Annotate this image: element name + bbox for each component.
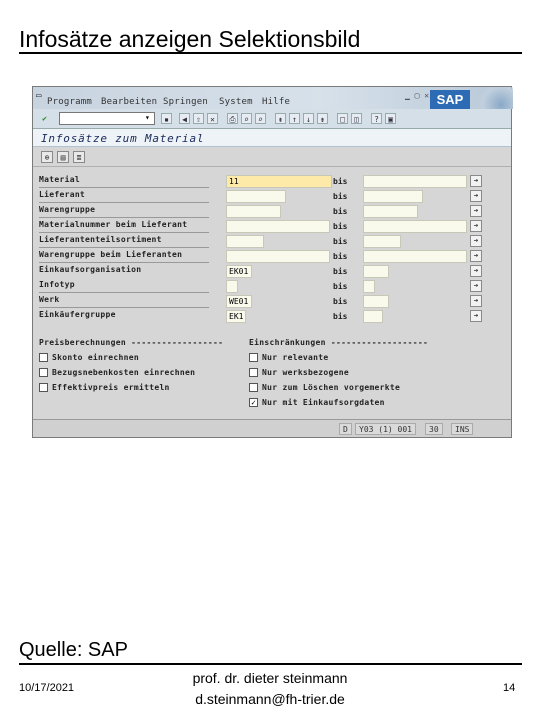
bis-label: bis	[333, 267, 348, 276]
sap-logo: SAP	[430, 90, 470, 109]
bis-label: bis	[333, 192, 348, 201]
effektivpreis-label: Effektivpreis ermitteln	[52, 383, 170, 392]
status-insert-mode: INS	[451, 423, 473, 435]
multiple-selection-icon[interactable]: ➔	[470, 250, 482, 262]
lieferant-from-input[interactable]	[226, 190, 286, 203]
field-underline	[39, 187, 209, 188]
nur-loeschen-checkbox[interactable]	[249, 383, 258, 392]
title-divider	[19, 52, 522, 54]
selection-form	[33, 167, 511, 419]
next-page-icon[interactable]: ↓	[303, 113, 314, 124]
bis-label: bis	[333, 252, 348, 261]
menu-springen[interactable]: Springen	[163, 97, 208, 107]
field-label-infotyp: Infotyp	[39, 280, 75, 289]
source-caption: Quelle: SAP	[19, 639, 128, 661]
field-label-einkaeufergruppe: Einkäufergruppe	[39, 310, 116, 319]
werk-from-input[interactable]: WE01	[226, 295, 252, 308]
bis-label: bis	[333, 312, 348, 321]
preisberechnungen-header: Preisberechnungen ------------------	[39, 338, 224, 347]
back-icon[interactable]: ◀	[179, 113, 190, 124]
teilsortiment-from-input[interactable]	[226, 235, 264, 248]
einkaeufergruppe-to-input[interactable]	[363, 310, 383, 323]
get-variant-icon[interactable]: ▤	[57, 151, 69, 163]
find-icon[interactable]: ⌕	[241, 113, 252, 124]
new-session-icon[interactable]: □	[337, 113, 348, 124]
multiple-selection-icon[interactable]: ➔	[470, 190, 482, 202]
multiple-selection-icon[interactable]: ➔	[470, 175, 482, 187]
window-menu-icon[interactable]: ▭	[36, 91, 42, 101]
command-field[interactable]	[59, 112, 155, 125]
einkaeufergruppe-from-input[interactable]: EK1	[226, 310, 246, 323]
shortcut-icon[interactable]: ◫	[351, 113, 362, 124]
materialnummer-to-input[interactable]	[363, 220, 467, 233]
warengruppe-to-input[interactable]	[363, 205, 418, 218]
multiple-selection-icon[interactable]: ➔	[470, 280, 482, 292]
skonto-label: Skonto einrechnen	[52, 353, 139, 362]
menu-bearbeiten[interactable]: Bearbeiten	[101, 97, 158, 107]
field-label-warengruppe-lieferant: Warengruppe beim Lieferanten	[39, 250, 183, 259]
nur-loeschen-label: Nur zum Löschen vorgemerkte	[262, 383, 401, 392]
layout-icon[interactable]: ▣	[385, 113, 396, 124]
status-toggle-icon[interactable]: D	[339, 423, 352, 435]
nur-relevante-label: Nur relevante	[262, 353, 329, 362]
field-label-material: Material	[39, 175, 80, 184]
bis-label: bis	[333, 177, 348, 186]
field-underline	[39, 202, 209, 203]
nur-einkaufsorgdaten-checkbox[interactable]: ✓	[249, 398, 258, 407]
multiple-selection-icon[interactable]: ➔	[470, 235, 482, 247]
help-icon[interactable]: ?	[371, 113, 382, 124]
author-name: prof. dr. dieter steinmann	[192, 670, 348, 686]
effektivpreis-checkbox[interactable]	[39, 383, 48, 392]
last-page-icon[interactable]: ⇟	[317, 113, 328, 124]
bis-label: bis	[333, 282, 348, 291]
window-controls-icon[interactable]: ▁ ▢ ✕	[405, 91, 430, 100]
selection-options-icon[interactable]: ≣	[73, 151, 85, 163]
einkaufsorganisation-from-input[interactable]: EK01	[226, 265, 252, 278]
menu-hilfe[interactable]: Hilfe	[262, 97, 291, 107]
application-toolbar	[33, 147, 511, 167]
field-label-lieferant: Lieferant	[39, 190, 86, 199]
multiple-selection-icon[interactable]: ➔	[470, 310, 482, 322]
exit-icon[interactable]: ⇧	[193, 113, 204, 124]
einschraenkungen-header: Einschränkungen -------------------	[249, 338, 429, 347]
multiple-selection-icon[interactable]: ➔	[470, 220, 482, 232]
bis-label: bis	[333, 207, 348, 216]
save-icon[interactable]: ▪	[161, 113, 172, 124]
menu-programm[interactable]: Programm	[47, 97, 92, 107]
nur-werksbezogene-label: Nur werksbezogene	[262, 368, 349, 377]
page-number: 14	[503, 682, 516, 694]
footer-divider	[19, 663, 522, 665]
material-to-input[interactable]	[363, 175, 467, 188]
sap-window	[32, 86, 512, 438]
materialnummer-from-input[interactable]	[226, 220, 330, 233]
screen-title: Infosätze zum Material	[41, 132, 205, 145]
menu-system[interactable]: System	[219, 97, 253, 107]
field-underline	[39, 232, 209, 233]
author-email: d.steinmann@fh-trier.de	[195, 691, 345, 707]
field-label-lieferantenteilsortiment: Lieferantenteilsortiment	[39, 235, 162, 244]
nur-relevante-checkbox[interactable]	[249, 353, 258, 362]
command-dropdown-icon[interactable]: ▾	[145, 113, 150, 122]
bis-label: bis	[333, 222, 348, 231]
first-page-icon[interactable]: ⇞	[275, 113, 286, 124]
execute-icon[interactable]: ⊕	[41, 151, 53, 163]
multiple-selection-icon[interactable]: ➔	[470, 295, 482, 307]
field-underline	[39, 247, 209, 248]
status-bar	[33, 419, 511, 437]
einkaufsorganisation-to-input[interactable]	[363, 265, 389, 278]
footer-author	[180, 668, 360, 710]
bezugsnebenkosten-checkbox[interactable]	[39, 368, 48, 377]
print-icon[interactable]: ⎙	[227, 113, 238, 124]
status-session: 30	[425, 423, 443, 435]
cancel-icon[interactable]: ✕	[207, 113, 218, 124]
bezugsnebenkosten-label: Bezugsnebenkosten einrechnen	[52, 368, 196, 377]
field-label-warengruppe: Warengruppe	[39, 205, 96, 214]
infotyp-from-input[interactable]	[226, 280, 238, 293]
multiple-selection-icon[interactable]: ➔	[470, 205, 482, 217]
bis-label: bis	[333, 297, 348, 306]
field-label-einkaufsorganisation: Einkaufsorganisation	[39, 265, 142, 274]
field-label-werk: Werk	[39, 295, 60, 304]
menu-bar	[33, 87, 511, 109]
field-underline	[39, 262, 209, 263]
previous-page-icon[interactable]: ↑	[289, 113, 300, 124]
field-underline	[39, 292, 209, 293]
infotyp-to-input[interactable]	[363, 280, 375, 293]
decorative-swirl	[473, 87, 513, 109]
warengruppe-from-input[interactable]	[226, 205, 281, 218]
slide-title: Infosätze anzeigen Selektionsbild	[19, 26, 361, 52]
material-from-input[interactable]: 11	[226, 175, 332, 188]
teilsortiment-to-input[interactable]	[363, 235, 401, 248]
multiple-selection-icon[interactable]: ➔	[470, 265, 482, 277]
system-toolbar	[33, 109, 511, 129]
skonto-checkbox[interactable]	[39, 353, 48, 362]
nur-werksbezogene-checkbox[interactable]	[249, 368, 258, 377]
field-underline	[39, 217, 209, 218]
status-system-client: Y03 (1) 001	[355, 423, 416, 435]
find-next-icon[interactable]: ⌕	[255, 113, 266, 124]
screen-title-bar	[33, 129, 511, 147]
warengruppe-lieferant-to-input[interactable]	[363, 250, 467, 263]
field-label-materialnummer: Materialnummer beim Lieferant	[39, 220, 188, 229]
enter-icon[interactable]: ✔	[42, 114, 47, 123]
bis-label: bis	[333, 237, 348, 246]
nur-einkaufsorgdaten-label: Nur mit Einkaufsorgdaten	[262, 398, 385, 407]
warengruppe-lieferant-from-input[interactable]	[226, 250, 330, 263]
footer-date: 10/17/2021	[19, 682, 75, 694]
field-underline	[39, 307, 209, 308]
werk-to-input[interactable]	[363, 295, 389, 308]
lieferant-to-input[interactable]	[363, 190, 423, 203]
